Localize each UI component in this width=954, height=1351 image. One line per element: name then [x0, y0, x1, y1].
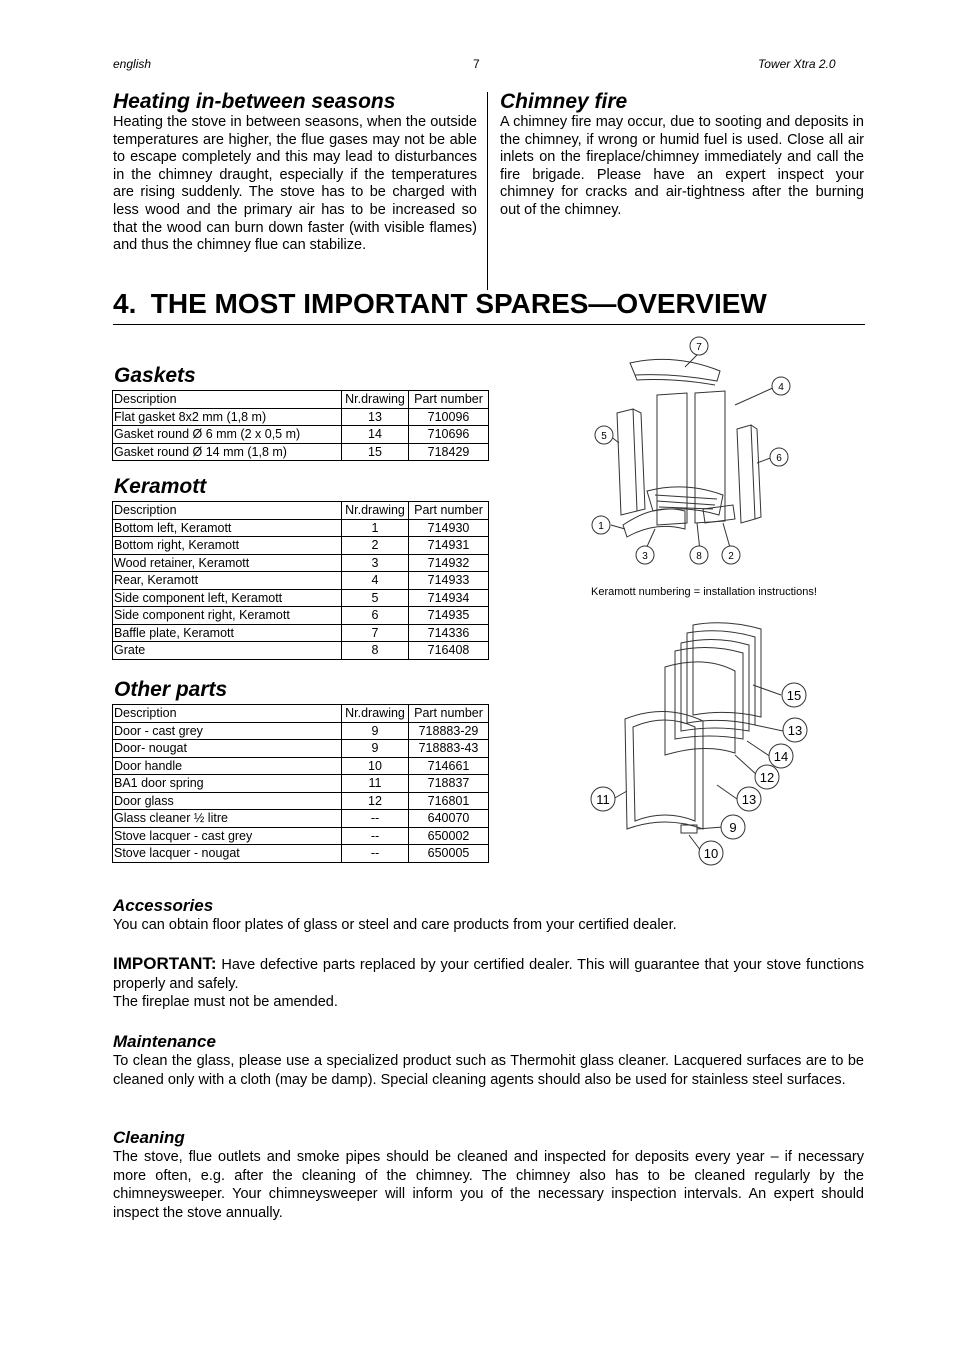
accessories-section: [113, 896, 864, 935]
cell-description: Glass cleaner ½ litre: [113, 810, 342, 828]
glass-shape: [675, 647, 743, 739]
cell-description: Door - cast grey: [113, 722, 342, 740]
accessories-text: You can obtain floor plates of glass or steel and care products from your certified dealer.: [113, 917, 677, 933]
cell-description: Side component left, Keramott: [113, 589, 342, 607]
heating-text: Heating the stove in between seasons, when the outside temperatures are higher, the flue gases may not be able to escape completely and this may lead to disturbances in the chimney draught, especially if the temperatures are rising suddenly. The stove has to be charged with less wood and the primary air has to be increased so that the wood can burn down faster (with visible flames) and thus the chimney flue can stabilize.: [113, 114, 477, 254]
gasket-layer-shape: [687, 631, 755, 725]
cleaning-title: Cleaning: [113, 1128, 185, 1147]
door-panel-shape: [633, 720, 695, 821]
table-header-row: [113, 391, 489, 409]
baffle-plate-shape: [630, 359, 720, 381]
diagram-caption: Keramott numbering = installation instructions!: [591, 586, 817, 598]
cell-nr-drawing: 9: [342, 722, 409, 740]
cell-description: Side component right, Keramott: [113, 607, 342, 625]
callout-label: 15: [786, 688, 802, 703]
grate-lines: [655, 495, 717, 509]
cell-description: Flat gasket 8x2 mm (1,8 m): [113, 408, 342, 426]
section-number: 4.: [113, 288, 137, 319]
cell-nr-drawing: 9: [342, 740, 409, 758]
cell-description: BA1 door spring: [113, 775, 342, 793]
callout-label: 11: [596, 792, 610, 807]
header-part-number: Part number: [409, 391, 489, 409]
section-title: THE MOST IMPORTANT SPARES—OVERVIEW: [150, 288, 767, 319]
side-right-shape: [737, 425, 755, 523]
cell-description: Bottom right, Keramott: [113, 537, 342, 555]
header-nr-drawing: Nr.drawing: [342, 391, 409, 409]
cell-part-number: 718883-43: [409, 740, 489, 758]
section-heading: [113, 288, 865, 325]
other-parts-table: [112, 704, 489, 863]
cell-nr-drawing: 2: [342, 537, 409, 555]
cell-nr-drawing: 11: [342, 775, 409, 793]
callout-label: 2: [728, 551, 734, 562]
cell-part-number: 650005: [409, 845, 489, 863]
cell-nr-drawing: 7: [342, 624, 409, 642]
chimney-fire-section: [500, 90, 864, 220]
important-label: IMPORTANT:: [113, 954, 217, 973]
heating-section: [113, 90, 477, 255]
maintenance-text: To clean the glass, please use a specialized product such as Thermohit glass cleaner. Lacquered surfaces are to be cleaned only with a cloth (may be damp). Special cleaning agents should also be used for stainless steel surfaces.: [113, 1053, 864, 1088]
header-description: Description: [113, 502, 342, 520]
cell-description: Stove lacquer - cast grey: [113, 827, 342, 845]
cell-nr-drawing: 10: [342, 757, 409, 775]
cleaning-text: The stove, flue outlets and smoke pipes should be cleaned and inspected for deposits every year – if necessary more often, e.g. after the cleaning of the chimney. The chimney also has to be cleaned regularly by the chimneysweeper. Your chimneysweeper will inform you of the necessary inspection intervals. An expert should inspect the stove annually.: [113, 1149, 864, 1221]
callout-label: 6: [776, 453, 782, 464]
header-part-number: Part number: [409, 705, 489, 723]
cell-description: Rear, Keramott: [113, 572, 342, 590]
cell-description: Baffle plate, Keramott: [113, 624, 342, 642]
cell-description: Door glass: [113, 792, 342, 810]
maintenance-section: [113, 1032, 864, 1089]
cell-part-number: 714933: [409, 572, 489, 590]
page-number: 7: [473, 57, 480, 71]
chimney-fire-text: A chimney fire may occur, due to sooting and deposits in the chimney, if wrong or humid fuel is used. Close all air inlets on the fireplace/chimney immediately and call the fire brigade. Please have an expert inspect your chimney for cracks and air-tightness after the burning out of the chimney.: [500, 114, 864, 218]
cell-description: Door- nougat: [113, 740, 342, 758]
cell-part-number: 716408: [409, 642, 489, 660]
cell-nr-drawing: --: [342, 827, 409, 845]
cell-description: Gasket round Ø 6 mm (2 x 0,5 m): [113, 426, 342, 444]
callout-label: 12: [759, 770, 775, 785]
keramott-table: [112, 501, 489, 660]
cell-nr-drawing: 4: [342, 572, 409, 590]
callout-label: 3: [642, 551, 648, 562]
table-row: [113, 572, 489, 590]
keramott-exploded-diagram: [585, 333, 825, 573]
callout-label: 13: [741, 792, 757, 807]
header-language: english: [113, 57, 152, 71]
table-header-row: [113, 502, 489, 520]
cell-part-number: 714934: [409, 589, 489, 607]
table-row: [113, 426, 489, 444]
cell-part-number: 716801: [409, 792, 489, 810]
cell-part-number: 714931: [409, 537, 489, 555]
header-product: Tower Xtra 2.0: [758, 57, 836, 71]
cell-nr-drawing: 13: [342, 408, 409, 426]
important-note: The fireplae must not be amended.: [113, 994, 338, 1010]
table-row: [113, 827, 489, 845]
cell-part-number: 718429: [409, 443, 489, 461]
baffle-plate-edge: [635, 375, 715, 385]
table-row: [113, 757, 489, 775]
cell-nr-drawing: 15: [342, 443, 409, 461]
cell-part-number: 640070: [409, 810, 489, 828]
cell-nr-drawing: 14: [342, 426, 409, 444]
column-divider: [487, 92, 488, 290]
cell-nr-drawing: 6: [342, 607, 409, 625]
cell-description: Wood retainer, Keramott: [113, 554, 342, 572]
glass-layer-shape: [693, 623, 761, 717]
cell-nr-drawing: 5: [342, 589, 409, 607]
cell-nr-drawing: 1: [342, 519, 409, 537]
callout-label: 14: [773, 749, 789, 764]
maintenance-title: Maintenance: [113, 1032, 216, 1051]
table-row: [113, 537, 489, 555]
table-header-row: [113, 705, 489, 723]
cell-part-number: 714935: [409, 607, 489, 625]
table-row: [113, 642, 489, 660]
header-part-number: Part number: [409, 502, 489, 520]
other-parts-title: Other parts: [114, 678, 228, 701]
leader-lines: [613, 685, 783, 851]
heating-title: Heating in-between seasons: [113, 90, 396, 113]
cell-nr-drawing: 3: [342, 554, 409, 572]
important-section: [113, 955, 864, 1012]
cell-part-number: 714661: [409, 757, 489, 775]
cell-part-number: 718837: [409, 775, 489, 793]
callout-label: 8: [696, 551, 702, 562]
accessories-title: Accessories: [113, 896, 214, 915]
gaskets-table: [112, 390, 489, 461]
leader-lines: [609, 355, 775, 551]
callout-label: 5: [601, 431, 607, 442]
callout-label: 1: [598, 521, 604, 532]
callout-label: 10: [703, 846, 719, 861]
callout-label: 13: [787, 723, 803, 738]
cell-part-number: 714336: [409, 624, 489, 642]
cleaning-section: [113, 1128, 864, 1222]
header-nr-drawing: Nr.drawing: [342, 705, 409, 723]
table-row: [113, 845, 489, 863]
cell-nr-drawing: --: [342, 810, 409, 828]
side-left-shape: [617, 409, 637, 515]
cell-nr-drawing: 12: [342, 792, 409, 810]
table-row: [113, 624, 489, 642]
callout-label: 7: [696, 342, 702, 353]
table-row: [113, 607, 489, 625]
cell-part-number: 714932: [409, 554, 489, 572]
table-row: [113, 519, 489, 537]
header-nr-drawing: Nr.drawing: [342, 502, 409, 520]
door-exploded-diagram: [585, 615, 815, 870]
cell-description: Grate: [113, 642, 342, 660]
chimney-fire-title: Chimney fire: [500, 90, 628, 113]
table-row: [113, 408, 489, 426]
rear-panel-right-shape: [695, 391, 725, 523]
gaskets-title: Gaskets: [114, 364, 196, 387]
table-row: [113, 810, 489, 828]
cell-description: Gasket round Ø 14 mm (1,8 m): [113, 443, 342, 461]
cell-nr-drawing: --: [342, 845, 409, 863]
table-row: [113, 740, 489, 758]
callout-label: 9: [729, 820, 737, 835]
table-row: [113, 775, 489, 793]
table-row: [113, 443, 489, 461]
frame-layer-shape: [681, 639, 749, 731]
cell-part-number: 710696: [409, 426, 489, 444]
callout-label: 4: [778, 382, 784, 393]
table-row: [113, 792, 489, 810]
cell-part-number: 650002: [409, 827, 489, 845]
table-row: [113, 554, 489, 572]
cell-nr-drawing: 8: [342, 642, 409, 660]
cell-description: Stove lacquer - nougat: [113, 845, 342, 863]
cell-description: Door handle: [113, 757, 342, 775]
table-row: [113, 589, 489, 607]
header-description: Description: [113, 705, 342, 723]
cell-part-number: 710096: [409, 408, 489, 426]
rear-panel-left-shape: [657, 393, 687, 525]
cell-part-number: 714930: [409, 519, 489, 537]
important-text: Have defective parts replaced by your certified dealer. This will guarantee that your stove functions properly and safely.: [113, 957, 864, 992]
keramott-title: Keramott: [114, 475, 207, 498]
bottom-left-shape: [623, 509, 685, 537]
cell-part-number: 718883-29: [409, 722, 489, 740]
table-row: [113, 722, 489, 740]
header-description: Description: [113, 391, 342, 409]
cell-description: Bottom left, Keramott: [113, 519, 342, 537]
